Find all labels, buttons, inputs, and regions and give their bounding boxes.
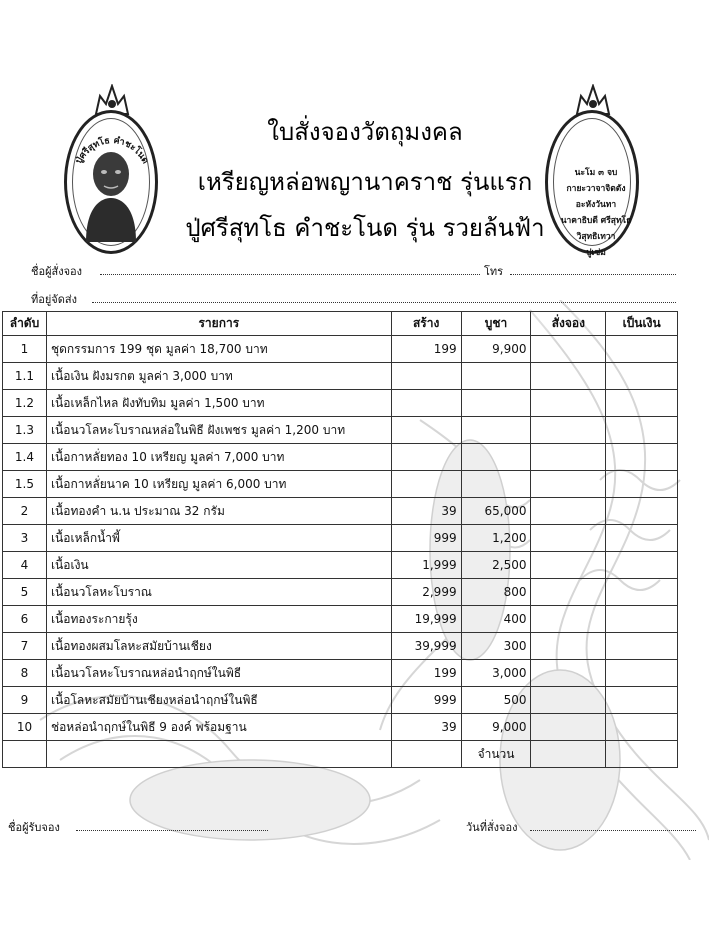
order-qty-cell[interactable] (531, 552, 606, 579)
medallion-inscription: ปู่ศรีสุทโธ คำชะโนด (74, 135, 150, 166)
order-qty-cell[interactable] (531, 336, 606, 363)
portrait-image (82, 142, 140, 242)
amount-cell[interactable] (606, 714, 678, 741)
amount-cell[interactable] (606, 579, 678, 606)
table-header-row (3, 312, 678, 336)
header-price: บูชา (461, 312, 531, 336)
header-order: สั่งจอง (531, 312, 606, 336)
order-date-label: วันที่สั่งจอง (466, 821, 518, 834)
order-qty-cell[interactable] (531, 390, 606, 417)
form-subtitle-2: ปู่ศรีสุทโธ คำชะโนด รุ่น รวยล้นฟ้า (185, 214, 545, 242)
table-row: 5 เนื้อนวโลหะโบราณ 2,999 800 (3, 579, 678, 606)
left-medallion (64, 84, 160, 256)
amount-cell[interactable] (606, 660, 678, 687)
order-qty-cell[interactable] (531, 660, 606, 687)
amount-cell[interactable] (606, 498, 678, 525)
table-row: 7 เนื้อทองผสมโลหะสมัยบ้านเชียง 39,999 300 (3, 633, 678, 660)
orderer-name-field[interactable] (100, 274, 480, 275)
amount-cell[interactable] (606, 471, 678, 498)
order-table (2, 311, 678, 768)
form-subtitle: เหรียญหล่อพญานาคราช รุ่นแรก (197, 168, 533, 196)
order-qty-cell[interactable] (531, 606, 606, 633)
table-row: 3 เนื้อเหล็กน้ำพี้ 999 1,200 (3, 525, 678, 552)
amount-cell[interactable] (606, 444, 678, 471)
receiver-field[interactable] (76, 830, 268, 831)
prayer-text: นะโม ๓ จบ กายะวาจาจิตตัง อะหังวันทา นาคาธิบดี ศรีสุทโธ วิสุทธิเทวา ปูเซ่ม (560, 168, 632, 258)
amount-cell[interactable] (606, 687, 678, 714)
phone-label: โทร (484, 265, 504, 278)
table-row: 1.3 เนื้อนวโลหะโบราณหล่อในพิธี ฝังเพชร มูลค่า 1,200 บาท (3, 417, 678, 444)
table-row: 1.4 เนื้อกาหลั่ยทอง 10 เหรียญ มูลค่า 7,000 บาท (3, 444, 678, 471)
table-row: 1.1 เนื้อเงิน ฝังมรกต มูลค่า 3,000 บาท (3, 363, 678, 390)
header-amount: เป็นเงิน (606, 312, 678, 336)
table-row: 1 ชุดกรรมการ 199 ชุด มูลค่า 18,700 บาท 199 9,900 (3, 336, 678, 363)
order-qty-cell[interactable] (531, 633, 606, 660)
total-row (3, 741, 678, 768)
order-qty-cell[interactable] (531, 417, 606, 444)
orderer-name-label: ชื่อผู้สั่งจอง (31, 265, 83, 278)
table-row: 10 ช่อหล่อนำฤกษ์ในพิธี 9 องค์ พร้อมฐาน 39 9,000 (3, 714, 678, 741)
form-title: ใบสั่งจองวัตถุมงคล (267, 118, 463, 146)
address-label: ที่อยู่จัดส่ง (31, 293, 77, 306)
table-row: 6 เนื้อทองระกายรุ้ง 19,999 400 (3, 606, 678, 633)
table-row: 1.5 เนื้อกาหลั่ยนาค 10 เหรียญ มูลค่า 6,000 บาท (3, 471, 678, 498)
header-no: ลำดับ (3, 312, 47, 336)
header-item: รายการ (46, 312, 391, 336)
header-qty: สร้าง (391, 312, 461, 336)
total-label: จำนวน (461, 741, 531, 768)
table-row: 2 เนื้อทองคำ น.น ประมาณ 32 กรัม 39 65,000 (3, 498, 678, 525)
order-qty-cell[interactable] (531, 714, 606, 741)
order-qty-cell[interactable] (531, 363, 606, 390)
amount-cell[interactable] (606, 552, 678, 579)
amount-cell[interactable] (606, 390, 678, 417)
receiver-label: ชื่อผู้รับจอง (8, 821, 60, 834)
amount-cell[interactable] (606, 525, 678, 552)
phone-field[interactable] (510, 274, 676, 275)
order-qty-cell[interactable] (531, 471, 606, 498)
table-row: 4 เนื้อเงิน 1,999 2,500 (3, 552, 678, 579)
amount-cell[interactable] (606, 336, 678, 363)
amount-cell[interactable] (606, 363, 678, 390)
address-field[interactable] (92, 302, 676, 303)
total-order-cell[interactable] (531, 741, 606, 768)
amount-cell[interactable] (606, 417, 678, 444)
order-qty-cell[interactable] (531, 579, 606, 606)
amount-cell[interactable] (606, 606, 678, 633)
amount-cell[interactable] (606, 633, 678, 660)
order-qty-cell[interactable] (531, 525, 606, 552)
table-row: 8 เนื้อนวโลหะโบราณหล่อนำฤกษ์ในพิธี 199 3,000 (3, 660, 678, 687)
order-qty-cell[interactable] (531, 687, 606, 714)
order-qty-cell[interactable] (531, 444, 606, 471)
order-date-field[interactable] (530, 830, 696, 831)
table-row: 1.2 เนื้อเหล็กไหล ฝังทับทิม มูลค่า 1,500 บาท (3, 390, 678, 417)
table-row: 9 เนื้อโลหะสมัยบ้านเชียงหล่อนำฤกษ์ในพิธี 999 500 (3, 687, 678, 714)
order-qty-cell[interactable] (531, 498, 606, 525)
